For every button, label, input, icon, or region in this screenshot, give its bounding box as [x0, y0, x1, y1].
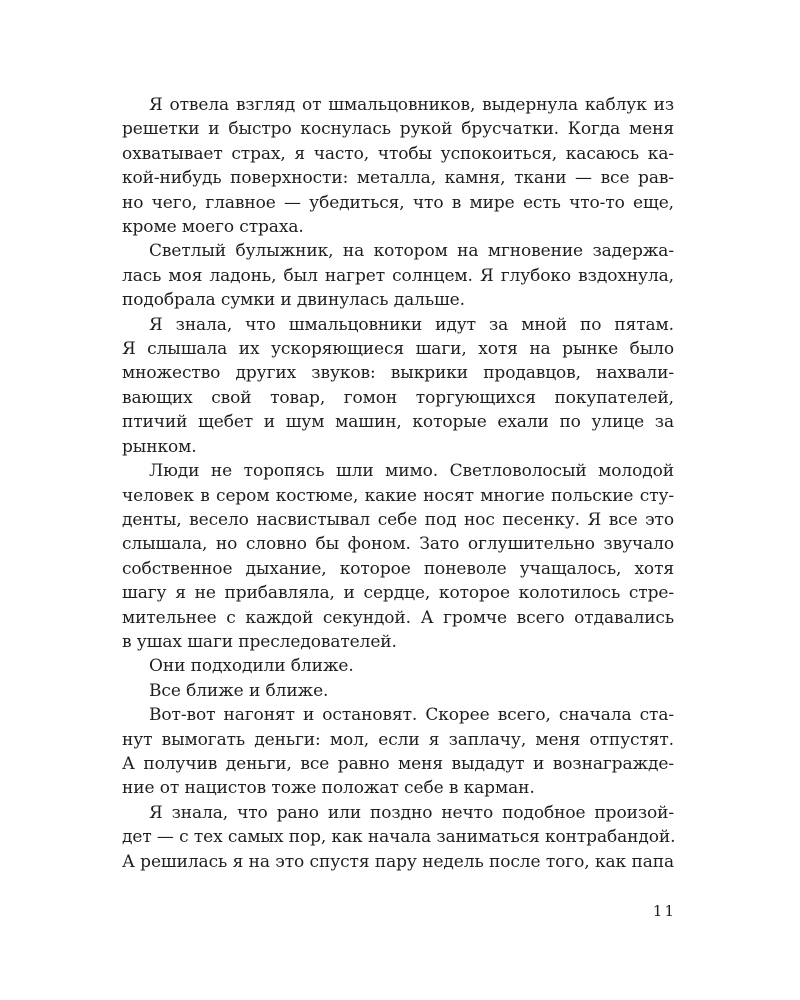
text-line: лась моя ладонь, был нагрет солнцем. Я глубоко вздохнула,	[122, 265, 674, 286]
text-line: подобрала сумки и двинулась дальше.	[122, 290, 465, 311]
text-line: денты, весело насвистывал себе под нос песенку. Я все это	[122, 509, 674, 530]
text-line: собственное дыхание, которое поневоле учащалось, хотя	[122, 558, 674, 579]
text-line: Вот-вот нагонят и остановят. Скорее всего, сначала ста-	[149, 705, 674, 726]
paragraph	[122, 703, 674, 801]
text-line: А решилась я на это спустя пару недель после того, как папа	[122, 851, 674, 872]
paragraph	[122, 801, 674, 874]
paragraph	[122, 654, 674, 678]
text-line: птичий щебет и шум машин, которые ехали по улице за	[122, 412, 674, 433]
text-line: в ушах шаги преследователей.	[122, 631, 397, 652]
paragraph	[122, 93, 674, 239]
paragraph	[122, 679, 674, 703]
paragraph	[122, 239, 674, 312]
text-line: нут вымогать деньги: мол, если я заплачу, меня отпустят.	[122, 729, 674, 750]
page-number: 11	[652, 902, 676, 920]
text-line: охватывает страх, я часто, чтобы успокоиться, касаюсь ка-	[122, 143, 674, 164]
text-line: кой-нибудь поверхности: металла, камня, ткани — все рав-	[122, 168, 674, 189]
text-line: Я слышала их ускоряющиеся шаги, хотя на рынке было	[122, 339, 674, 360]
text-line: Я знала, что рано или поздно нечто подобное произой-	[149, 802, 674, 823]
text-line: решетки и быстро коснулась рукой брусчатки. Когда меня	[122, 119, 674, 140]
text-line: А получив деньги, все равно меня выдадут и вознагражде-	[122, 753, 674, 774]
text-line: Все ближе и ближе.	[149, 680, 329, 701]
text-line: кроме моего страха.	[122, 217, 304, 238]
text-line: слышала, но словно бы фоном. Зато оглушительно звучало	[122, 534, 674, 555]
text-line: Я знала, что шмальцовники идут за мной по пятам.	[149, 314, 674, 335]
text-line: дет — с тех самых пор, как начала заниматься контрабандой.	[122, 827, 676, 848]
text-line: Люди не торопясь шли мимо. Светловолосый молодой	[149, 461, 674, 482]
text-line: Они подходили ближе.	[149, 656, 354, 677]
text-line: ние от нацистов тоже положат себе в карман.	[122, 778, 535, 799]
paragraph	[122, 459, 674, 654]
text-line: но чего, главное — убедиться, что в мире есть что-то еще,	[122, 192, 674, 213]
text-line: Я отвела взгляд от шмальцовников, выдернула каблук из	[149, 95, 674, 115]
body-text	[122, 93, 674, 874]
text-line: Светлый булыжник, на котором на мгновение задержа-	[149, 241, 674, 262]
text-line: рынком.	[122, 436, 197, 457]
text-line: вающих свой товар, гомон торгующихся покупателей,	[122, 387, 674, 408]
paragraph	[122, 313, 674, 459]
text-line: мительнее с каждой секундой. А громче всего отдавались	[122, 607, 674, 628]
text-line: человек в сером костюме, какие носят многие польские сту-	[122, 485, 674, 506]
text-line: шагу я не прибавляла, и сердце, которое колотилось стре-	[122, 583, 674, 604]
text-line: множество других звуков: выкрики продавцов, нахвали-	[122, 363, 674, 384]
